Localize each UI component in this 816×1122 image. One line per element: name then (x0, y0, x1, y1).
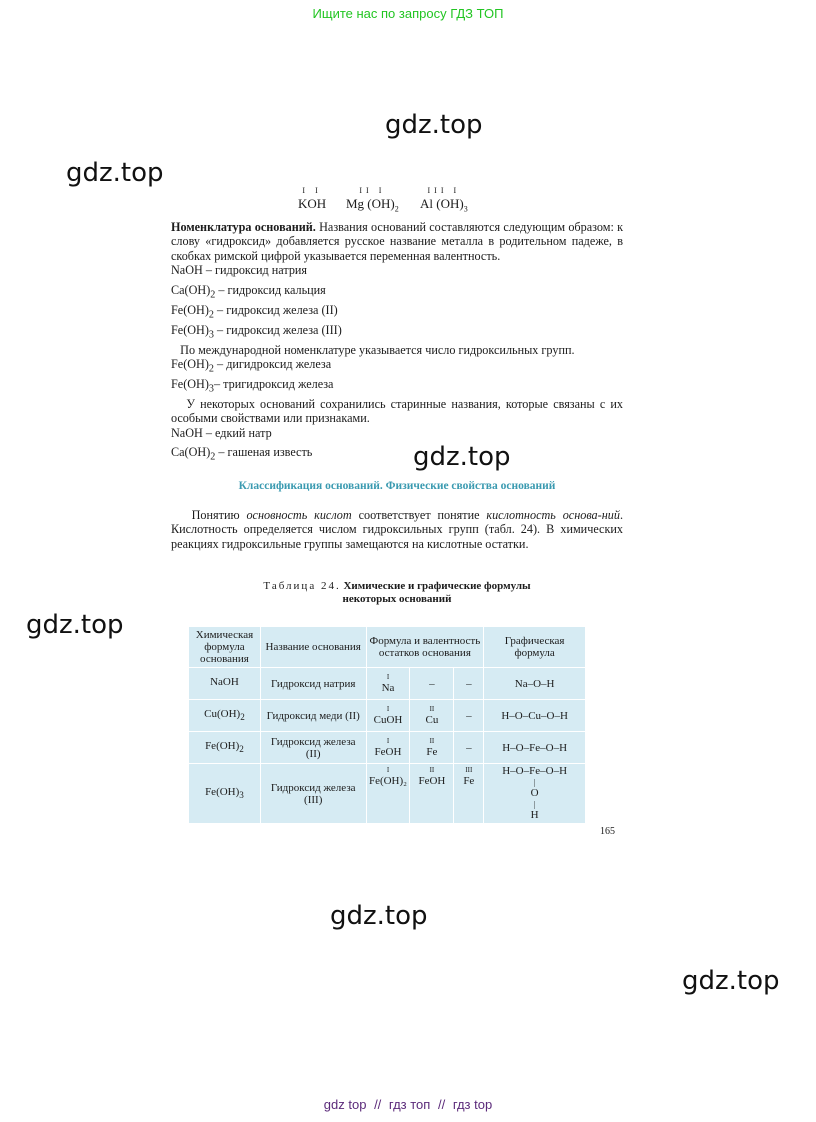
cell-residue: III Fe (454, 764, 484, 824)
formula-text: Mg (OH) (346, 196, 395, 211)
cell-graphic: Na–O–H (484, 668, 586, 700)
watermark: gdz.top (330, 901, 428, 931)
nomenclature-title: Номенклатура оснований. (171, 220, 316, 234)
cell-residue: – (454, 668, 484, 700)
formula-aloh3 (420, 186, 468, 214)
table-header-row (189, 627, 586, 668)
watermark: gdz.top (413, 442, 511, 472)
list-item: $Fe(OH)_2$ – гидроксид железа (II) (171, 302, 338, 321)
formula-text: Al (OH) (420, 196, 464, 211)
name-list-2 (171, 357, 623, 397)
cell-residue: I Na (366, 668, 410, 700)
cell-residue: – (410, 668, 454, 700)
list-item: $Ca(OH)_2$ – гидроксид кальция (171, 283, 326, 301)
cell-residue: – (454, 732, 484, 764)
list-item: NaOH – едкий натр (171, 425, 272, 440)
table-row (189, 700, 586, 732)
subscript: 2 (394, 204, 399, 214)
top-search-link[interactable]: Ищите нас по запросу ГДЗ ТОП (312, 6, 504, 21)
italic-term: кислотность основа-ний (486, 508, 620, 522)
cell-formula: $Cu(OH)_2$ (189, 700, 261, 732)
name-list-3 (171, 426, 623, 466)
cell-name: Гидроксид натрия (260, 668, 366, 700)
table-title-line1: Химические и графические формулы (343, 580, 531, 592)
nomenclature-section (171, 220, 623, 465)
table-row (189, 668, 586, 700)
old-names-paragraph: У некоторых оснований сохранились старинные названия, которые связаны с их особыми свойствами или признаками. (171, 396, 624, 426)
cell-formula: NaOH (189, 668, 261, 700)
cell-formula: $Fe(OH)_3$ (189, 764, 261, 824)
subscript: 3 (463, 204, 468, 214)
footer-link[interactable]: gdz top (323, 1097, 367, 1112)
valence-label: I I (302, 186, 322, 195)
nomenclature-intro (171, 220, 623, 263)
cell-residue: II Fe (410, 732, 454, 764)
cell-residue: I Fe(OH)₂ (366, 764, 410, 824)
formula-mgoh2 (346, 186, 399, 214)
cell-residue: I FeOH (366, 732, 410, 764)
watermark: gdz.top (385, 110, 483, 140)
list-item: $Fe(OH)_3-$ тригидроксид железа (171, 376, 334, 395)
name-list-1 (171, 263, 623, 342)
watermark: gdz.top (26, 610, 124, 640)
bases-table (188, 626, 586, 824)
footer-separator: // (374, 1097, 382, 1112)
valence-formulas (280, 186, 510, 218)
footer-link[interactable]: гдз top (452, 1097, 493, 1112)
formula-koh (298, 186, 326, 212)
cell-graphic: H–O–Fe–O–H (484, 732, 586, 764)
structure-line: H–O–Fe–O–H (502, 765, 568, 777)
valence-label: III I (427, 186, 461, 195)
italic-term: основность кислот (246, 508, 352, 522)
list-item: $Fe(OH)_2$ – дигидроксид железа (171, 357, 332, 375)
structure-bond: | (533, 778, 536, 787)
table-caption (171, 580, 623, 606)
list-item: NaOH – гидроксид натрия (171, 263, 308, 278)
cell-name: Гидроксид железа (II) (260, 732, 366, 764)
page-number: 165 (600, 826, 615, 837)
watermark: gdz.top (66, 158, 164, 188)
watermark: gdz.top (682, 966, 780, 996)
intl-paragraph: По международной номенклатуре указывается число гидроксильных групп. (180, 342, 575, 357)
footer-separator: // (437, 1097, 446, 1112)
footer-link[interactable]: гдз топ (388, 1097, 431, 1112)
table-row (189, 732, 586, 764)
structure-bond: | (533, 800, 536, 809)
nomenclature-intro-text: Названия оснований составляются следующим образом: к слову «гидроксид» добавляется русское название металла в родительном падеже, в скобках римской цифрой указывается переменная валентность. (171, 220, 624, 263)
section-heading: Классификация оснований. Физические свойства оснований (238, 480, 556, 492)
formula-text: KOH (298, 196, 327, 211)
cell-residue: I CuOH (366, 700, 410, 732)
structure-atom: H (530, 809, 539, 821)
cell-graphic (484, 764, 586, 824)
valence-label: II I (359, 186, 386, 195)
table-row (189, 764, 586, 824)
list-item: $Fe(OH)_3$ – гидроксид железа (III) (171, 322, 342, 341)
cell-name: Гидроксид меди (II) (260, 700, 366, 732)
list-item: $Ca(OH)_2$ – гашеная известь (171, 445, 313, 463)
cell-residue: – (454, 700, 484, 732)
cell-name: Гидроксид железа (III) (260, 764, 366, 824)
cell-residue: II FeOH (410, 764, 454, 824)
cell-formula: $Fe(OH)_2$ (189, 732, 261, 764)
header-cell: Формула и валентность остатков основания (366, 627, 484, 668)
header-cell: Название основания (260, 627, 366, 668)
footer-links (0, 1097, 816, 1112)
cell-graphic: H–O–Cu–O–H (484, 700, 586, 732)
table-title-line2: некоторых оснований (342, 593, 452, 605)
header-cell: Графическая формула (484, 627, 586, 668)
structure-atom: O (530, 787, 539, 799)
table-number: Таблица 24. (263, 580, 341, 592)
cell-residue: II Cu (410, 700, 454, 732)
acidity-paragraph: Понятию основность кислот соответствует понятие кислотность основа-ний. Кислотность определяется числом гидроксильных групп (табл. 24). В химических реакциях гидроксильные группы замещаются на кислотные остатки. (171, 508, 623, 551)
header-cell: Химическая формула основания (189, 627, 261, 668)
